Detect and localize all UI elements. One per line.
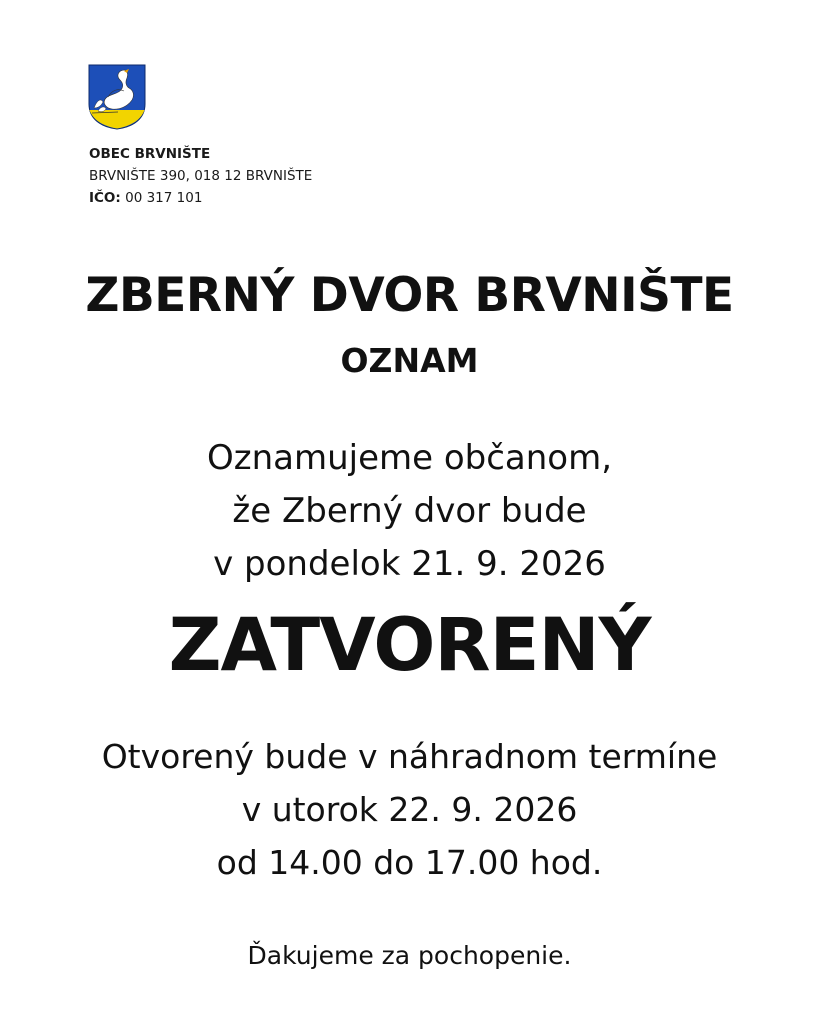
intro-line: Oznamujeme občanom, <box>206 438 613 478</box>
municipality-address: BRVNIŠTE 390, 018 12 BRVNIŠTE <box>89 168 313 184</box>
alternative-line: v utorok 22. 9. 2026 <box>241 790 578 829</box>
alternative-line: Otvorený bude v náhradnom termíne <box>101 737 718 776</box>
ico-label: IČO: <box>89 190 121 206</box>
swan-coat-of-arms-icon <box>88 64 146 130</box>
closed-status: ZATVORENÝ <box>168 603 651 688</box>
notice-title: ZBERNÝ DVOR BRVNIŠTE <box>85 268 734 323</box>
notice-subtitle: OZNAM <box>340 341 479 380</box>
thanks-note: Ďakujeme za pochopenie. <box>247 941 572 970</box>
ico-value: 00 317 101 <box>125 190 203 206</box>
notice-intro <box>0 432 819 591</box>
intro-line: v pondelok 21. 9. 2026 <box>213 544 606 584</box>
alternative-line: od 14.00 do 17.00 hod. <box>216 843 603 882</box>
municipality-header <box>89 143 312 209</box>
intro-line: že Zberný dvor bude <box>232 491 587 531</box>
municipality-name: OBEC BRVNIŠTE <box>89 146 211 162</box>
municipality-ico <box>89 187 312 209</box>
alternative-date <box>0 730 819 889</box>
